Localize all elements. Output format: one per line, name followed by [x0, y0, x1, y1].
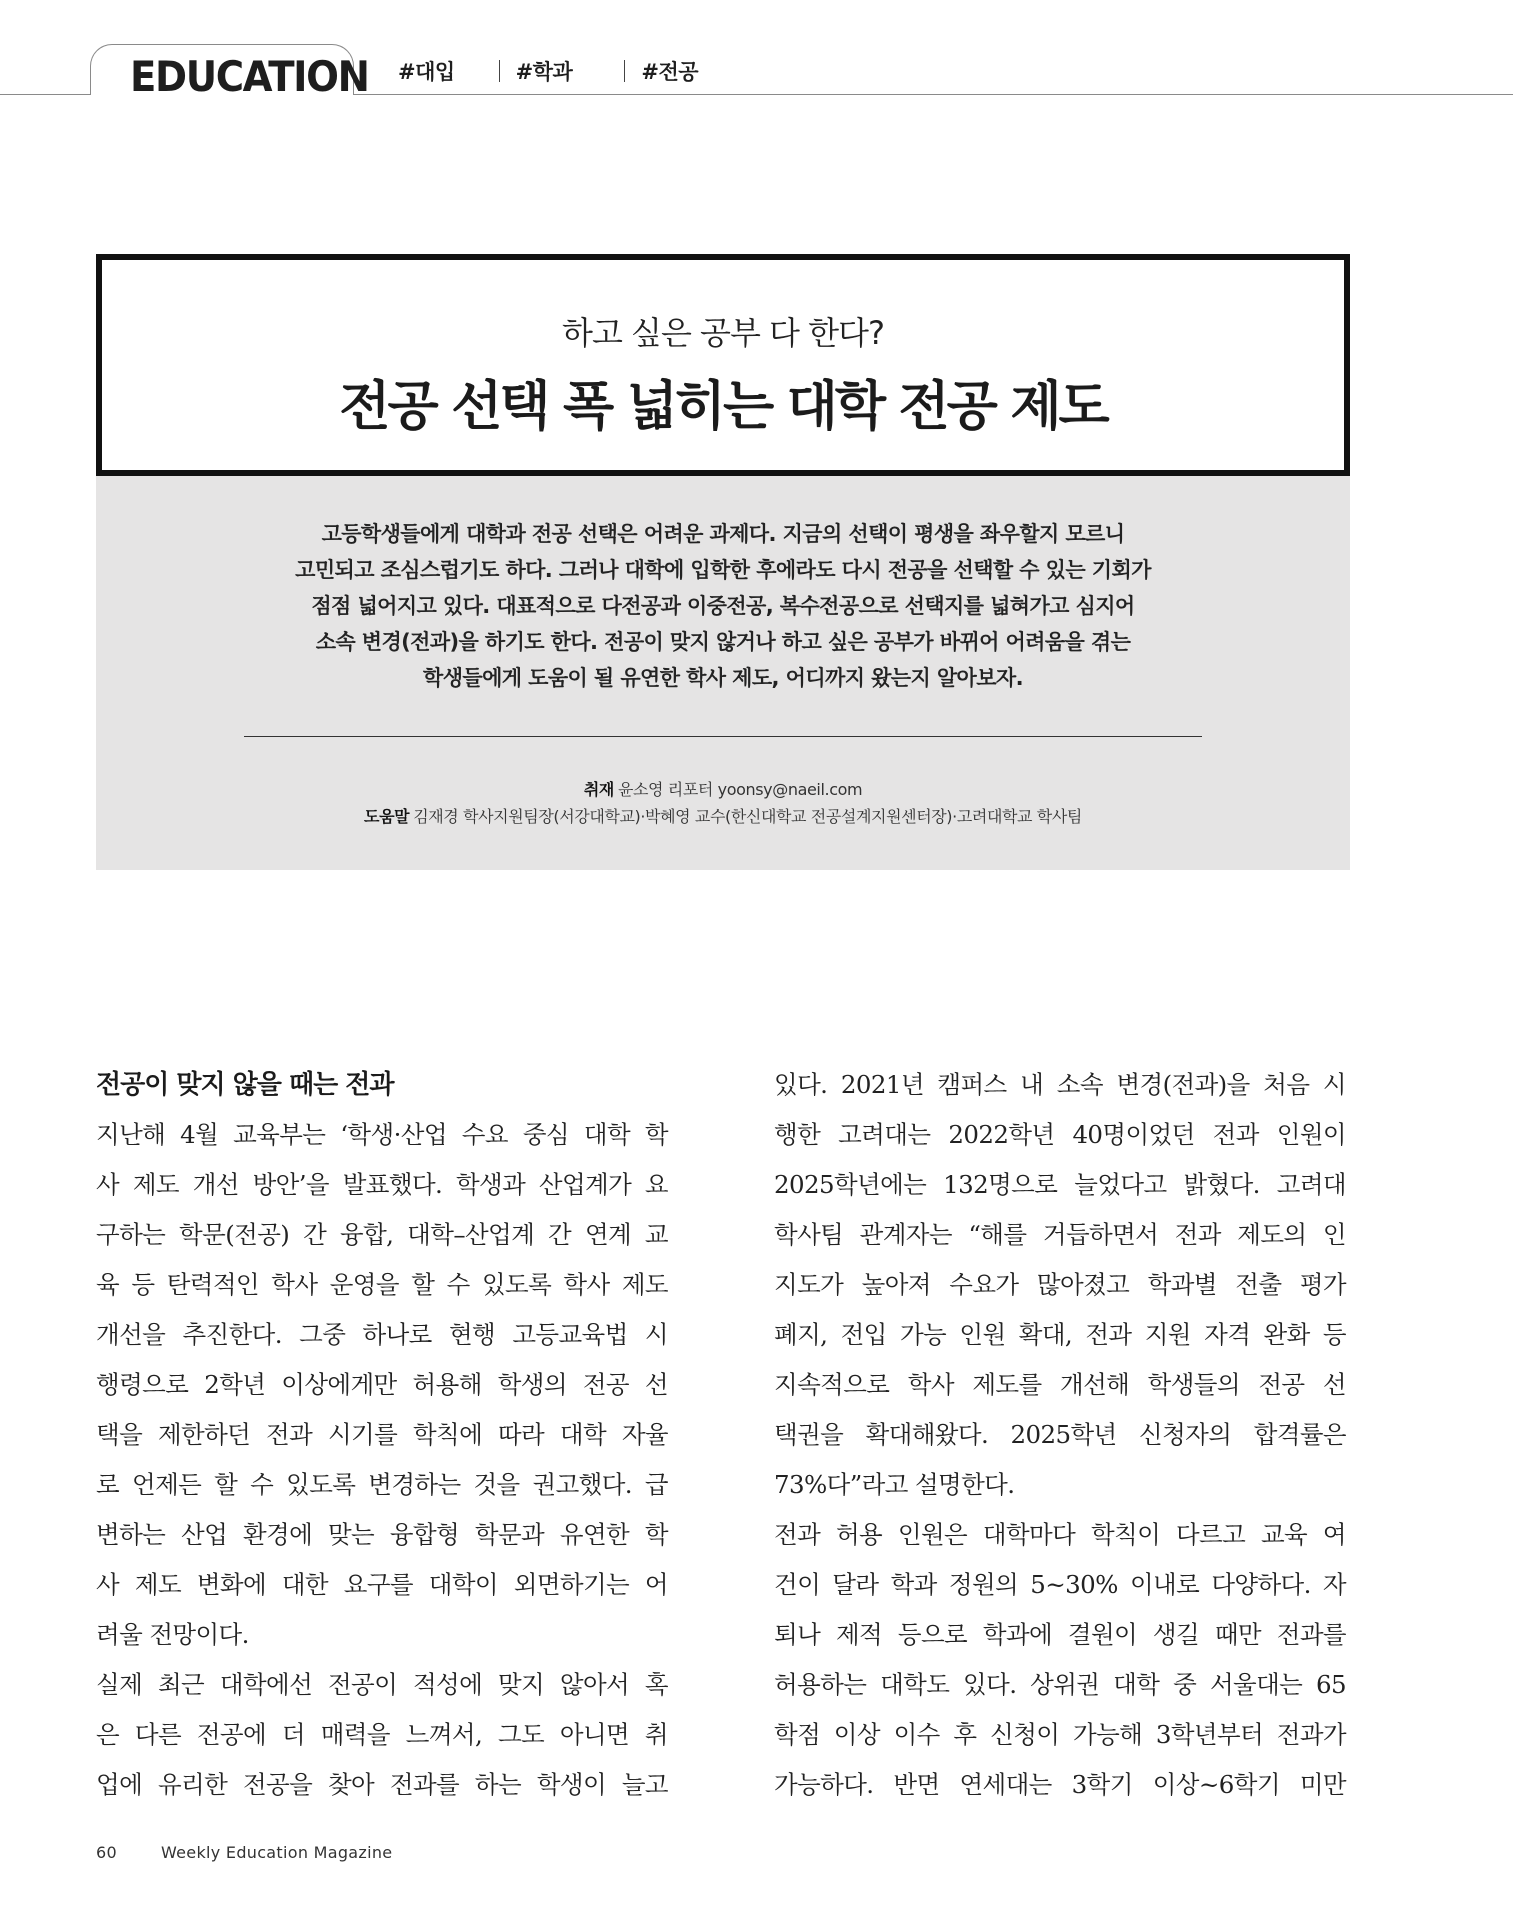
- body-line: 택을 제한하던 전과 시기를 학칙에 따라 대학 자율: [96, 1420, 668, 1449]
- reporter-name: 윤소영 리포터 yoonsy@naeil.com: [617, 780, 863, 799]
- tag-divider: [624, 60, 625, 82]
- summary-text: [96, 516, 1350, 696]
- body-line: 변하는 산업 환경에 맞는 융합형 학문과 유연한 학: [96, 1520, 668, 1549]
- summary-line: 고민되고 조심스럽기도 하다. 그러나 대학에 입학한 후에라도 다시 전공을 선택할 수 있는 기회가: [295, 558, 1151, 582]
- body-line: 퇴나 제적 등으로 학과에 결원이 생길 때만 전과를: [774, 1620, 1346, 1649]
- article-kicker: 하고 싶은 공부 다 한다?: [562, 314, 884, 352]
- body-column-right: [774, 1060, 1346, 1810]
- body-line: 지난해 4월 교육부는 ‘학생·산업 수요 중심 대학 학: [96, 1120, 668, 1149]
- body-line: 허용하는 대학도 있다. 상위권 대학 중 서울대는 65: [774, 1670, 1346, 1699]
- body-line: 행한 고려대는 2022학년 40명이었던 전과 인원이: [774, 1120, 1346, 1149]
- tag-major[interactable]: #전공: [641, 60, 699, 84]
- body-column-left: [96, 1060, 668, 1810]
- body-line: 학사팀 관계자는 “해를 거듭하면서 전과 제도의 인: [774, 1220, 1346, 1249]
- magazine-name: Weekly Education Magazine: [160, 1843, 393, 1862]
- body-line: 73%다”라고 설명한다.: [774, 1470, 1015, 1499]
- summary-line: 소속 변경(전과)을 하기도 한다. 전공이 맞지 않거나 하고 싶은 공부가 바뀌어 어려움을 겪는: [315, 630, 1131, 654]
- section-subheading: 전공이 맞지 않을 때는 전과: [96, 1070, 394, 1100]
- summary-line: 고등학생들에게 대학과 전공 선택은 어려운 과제다. 지금의 선택이 평생을 좌우할지 모르니: [321, 522, 1125, 546]
- help-label: 도움말: [364, 807, 410, 826]
- body-line: 학점 이상 이수 후 신청이 가능해 3학년부터 전과가: [774, 1720, 1346, 1749]
- body-line: 행령으로 2학년 이상에게만 허용해 학생의 전공 선: [96, 1370, 668, 1399]
- help-credit: [96, 803, 1350, 830]
- body-line: 개선을 추진한다. 그중 하나로 현행 고등교육법 시: [96, 1320, 668, 1349]
- body-line: 구하는 학문(전공) 간 융합, 대학–산업계 간 연계 교: [96, 1220, 668, 1249]
- body-line: 사 제도 개선 방안’을 발표했다. 학생과 산업계가 요: [96, 1170, 668, 1199]
- body-line: 지도가 높아져 수요가 많아졌고 학과별 전출 평가: [774, 1270, 1346, 1299]
- title-box: [96, 254, 1350, 476]
- body-line: 2025학년에는 132명으로 늘었다고 밝혔다. 고려대: [774, 1170, 1346, 1199]
- body-line: 려울 전망이다.: [96, 1620, 249, 1649]
- body-line: 사 제도 변화에 대한 요구를 대학이 외면하기는 어: [96, 1570, 668, 1599]
- tag-divider: [499, 60, 500, 82]
- body-line: 실제 최근 대학에선 전공이 적성에 맞지 않아서 혹: [96, 1670, 668, 1699]
- page-footer: [96, 1843, 392, 1862]
- body-line: 건이 달라 학과 정원의 5~30% 이내로 다양하다. 자: [774, 1570, 1346, 1599]
- summary-line: 점점 넓어지고 있다. 대표적으로 다전공과 이중전공, 복수전공으로 선택지를 넓혀가고 심지어: [311, 594, 1135, 618]
- section-label: EDUCATION: [130, 52, 369, 101]
- body-line: 로 언제든 할 수 있도록 변경하는 것을 권고했다. 급: [96, 1470, 668, 1499]
- body-line: 업에 유리한 전공을 찾아 전과를 하는 학생이 늘고: [96, 1770, 668, 1799]
- help-sources: 김재경 학사지원팀장(서강대학교)·박혜영 교수(한신대학교 전공설계지원센터장)·고려대학교 학사팀: [413, 807, 1082, 826]
- reporter-credit: [96, 776, 1350, 803]
- body-line: 택권을 확대해왔다. 2025학년 신청자의 합격률은: [774, 1420, 1346, 1449]
- body-line: 은 다른 전공에 더 매력을 느껴서, 그도 아니면 취: [96, 1720, 668, 1749]
- body-line: 폐지, 전입 가능 인원 확대, 전과 지원 자격 완화 등: [774, 1320, 1346, 1349]
- credits: [96, 776, 1350, 830]
- body-line: 육 등 탄력적인 학사 운영을 할 수 있도록 학사 제도: [96, 1270, 668, 1299]
- tag-admission[interactable]: #대입: [398, 60, 455, 84]
- reporter-label: 취재: [583, 780, 614, 799]
- article-headline: 전공 선택 폭 넓히는 대학 전공 제도: [339, 376, 1107, 437]
- body-line: 가능하다. 반면 연세대는 3학기 이상~6학기 미만: [774, 1770, 1346, 1799]
- body-line: 지속적으로 학사 제도를 개선해 학생들의 전공 선: [774, 1370, 1346, 1399]
- tag-list: [398, 56, 698, 86]
- summary-divider: [244, 736, 1202, 737]
- summary-box: [96, 476, 1350, 870]
- page-number: 60: [96, 1843, 117, 1862]
- body-line: 전과 허용 인원은 대학마다 학칙이 다르고 교육 여: [774, 1520, 1346, 1549]
- summary-line: 학생들에게 도움이 될 유연한 학사 제도, 어디까지 왔는지 알아보자.: [423, 666, 1023, 690]
- body-line: 있다. 2021년 캠퍼스 내 소속 변경(전과)을 처음 시: [774, 1070, 1346, 1099]
- tag-department[interactable]: #학과: [515, 60, 573, 84]
